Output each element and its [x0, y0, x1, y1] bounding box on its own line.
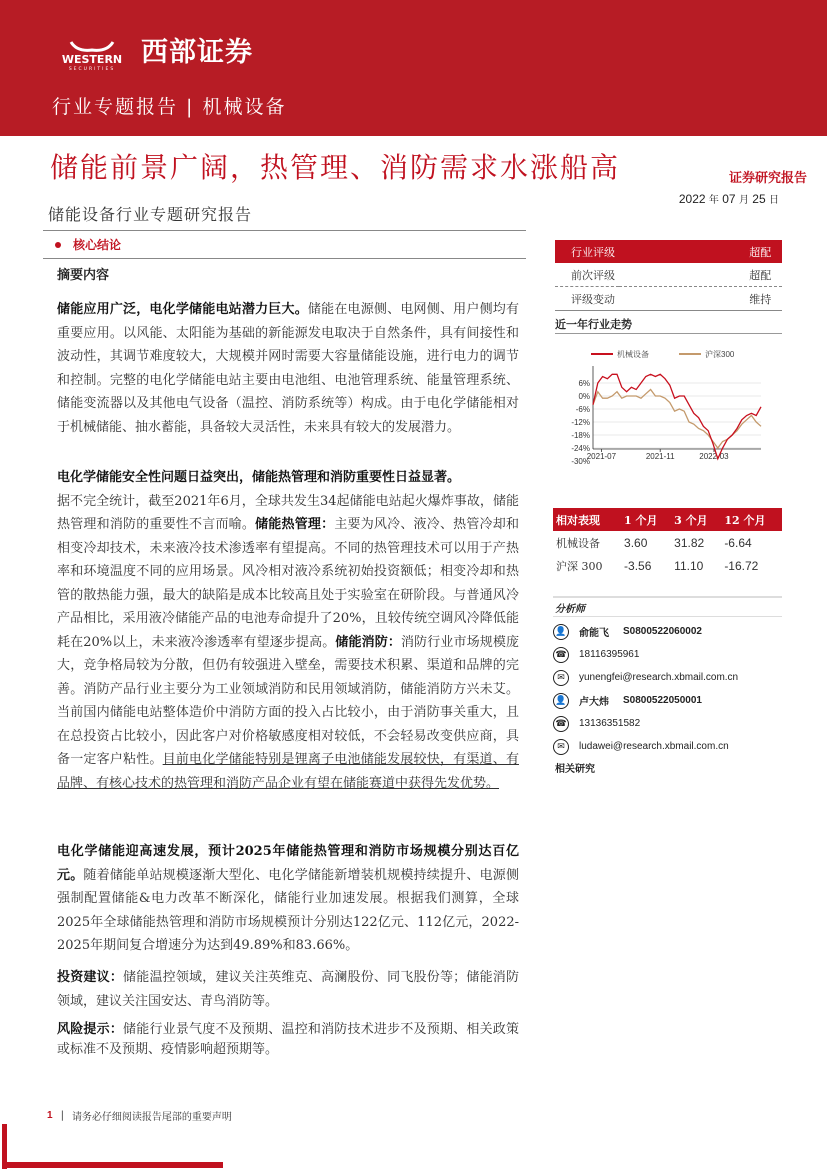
header-band [0, 0, 827, 136]
para-text: 储能温控领域，建议关注英维克、高澜股份、同飞股份等；储能消防领域，建议关注国安达、青鸟消防等。 [57, 970, 519, 1009]
rating-label: 评级变动 [555, 287, 619, 311]
mail-icon: ✉ [553, 670, 569, 686]
page-number: 1 [47, 1110, 53, 1121]
y-tick-label: -12% [571, 418, 590, 427]
report-category: 行业专题报告 | 机械设备 [52, 96, 287, 118]
report-title: 储能前景广阔，热管理、消防需求水涨船高 [50, 151, 621, 184]
analyst-email-row [553, 666, 783, 689]
para-text: 随着储能单站规模逐渐大型化、电化学储能新增装机规模持续提升、电源侧强制配置储能&电力改革不断深化，储能行业加速发展。根据我们测算，全球2025年全球储能热管理和消防市场规模预计分别达122亿元、112亿元，2022-2025年期间复合增速分为达到49.89%和83.66%。 [57, 867, 519, 953]
brand-name: 西部证券 [141, 37, 253, 68]
perf-3m: 31.82 [674, 535, 705, 550]
date-day: 25 [752, 192, 766, 206]
legend-label: 机械设备 [617, 350, 649, 359]
date-month: 07 [722, 192, 736, 206]
date-day-unit: 日 [769, 195, 779, 206]
analyst-cert: S0800522060002 [623, 626, 702, 637]
para-text: 消防行业市场规模庞大，竞争格局较为分散，但仍有较强进入壁垒，需要技术积累、渠道和品牌的完善。消防产品行业主要分为工业领域消防和民用领域消防，储能消防方兴未艾。当前国内储能电站整体造价中消防方面的投入占比较小，由于消防事关重大，且在总投资占比较小，因此客户对价格敏感度相对较低，不会轻易改变供应商，具备一定客户粘性。 [57, 634, 519, 767]
analyst-email[interactable]: ludawei@research.xbmail.com.cn [579, 741, 729, 752]
rating-value: 维持 [619, 287, 782, 311]
x-tick-label: 2021-11 [645, 452, 675, 461]
performance-header-row [553, 508, 782, 531]
perf-12m: -16.72 [724, 558, 759, 573]
company-logo [57, 34, 253, 72]
core-heading-text: 核心结论 [73, 238, 122, 252]
phone-icon: ☎ [553, 716, 569, 732]
divider [43, 258, 526, 259]
analyst-phone-row [553, 712, 783, 735]
perf-3m: 11.10 [674, 558, 704, 573]
analyst-name-row [553, 620, 783, 643]
abstract-label: 摘要内容 [57, 268, 110, 283]
para-text: 储能行业景气度不及预期、温控和消防技术进步不及预期、相关政策或标准不及预期、疫情影响超预期等。 [57, 1022, 519, 1057]
x-tick-label: 2022-03 [699, 452, 729, 461]
mail-icon: ✉ [553, 739, 569, 755]
divider [43, 230, 526, 231]
performance-row [553, 554, 782, 577]
rating-label: 行业评级 [555, 240, 619, 263]
paragraph-investment [57, 966, 519, 1013]
corner-decoration [2, 1162, 223, 1168]
para-heading: 电化学储能迎高速发展，预计2025年储能热管理和消防市场规模分别达百亿元。 [57, 844, 519, 883]
report-subtitle: 储能设备行业专题研究报告 [48, 205, 253, 224]
footer-notice: 请务必仔细阅读报告尾部的重要声明 [71, 1112, 232, 1123]
rating-table [555, 240, 782, 311]
core-conclusion-heading [55, 236, 121, 253]
para-heading: 风险提示： [57, 1022, 124, 1037]
y-tick-label: -6% [575, 405, 590, 414]
perf-1m: 3.60 [624, 535, 648, 550]
date-month-unit: 月 [738, 195, 749, 206]
rating-value: 超配 [619, 240, 782, 263]
para-text: 主要为风冷、液冷、热管冷却和相变冷却技术，未来液冷技术渗透率有望提高。不同的热管理技术可以用于产热率和环境温度不同的应用场景。风冷相对液冷系统初始投资额低；相变冷却和热管的散热能力强，最大的缺陷是成本比较高且处于实验室在研阶段。与普通风冷产品相比，采用液冷储能产品的电池寿命提升了20%，且较传统空调风冷降低能耗在20%以上，未来液冷渗透率有望逐步提高。 [57, 517, 519, 650]
related-research-label: 相关研究 [555, 764, 595, 775]
perf-header: 12 个月 [721, 508, 782, 531]
perf-name: 沪深 300 [556, 559, 603, 573]
page-footer [47, 1108, 232, 1123]
para-text: 储能在电源侧、电网侧、用户侧均有重要应用。以风能、太阳能为基础的新能源发电取决于自然条件，具有间接性和波动性，其调节难度较大，大规模并网时需要大容量储能设施，进行电力的调节和控制。完整的电化学储能电站主要由电池组、电池管理系统、能量管理系统、储能变流器以及其他电气设备（温控、消防系统等）构成。由于电化学储能相对于机械储能、抽水蓄能，具备较大灵活性，未来具有较大的发展潜力。 [57, 302, 519, 435]
date-year-unit: 年 [708, 195, 719, 206]
perf-12m: -6.64 [724, 535, 752, 550]
trend-chart [555, 340, 795, 470]
trend-title: 近一年行业走势 [555, 318, 632, 331]
logo-text-en: WESTERN [61, 53, 123, 66]
paragraph-risk [57, 1020, 519, 1060]
logo-text-sub: SECURITIES [68, 67, 116, 72]
para-heading: 储能应用广泛，电化学储能电站潜力巨大。 [57, 302, 308, 317]
y-tick-label: -24% [571, 444, 590, 453]
bullet-dot-icon [55, 242, 61, 248]
analyst-name: 俞能飞 [579, 628, 609, 639]
perf-name: 机械设备 [556, 536, 600, 550]
divider [553, 596, 782, 598]
rating-row [555, 240, 782, 263]
rating-row [555, 263, 782, 287]
analyst-cert: S0800522050001 [623, 695, 702, 706]
legend-label: 沪深300 [705, 350, 735, 359]
perf-1m: -3.56 [624, 558, 652, 573]
y-tick-label: 6% [578, 379, 590, 388]
analyst-email-row [553, 735, 783, 758]
report-date [679, 191, 779, 206]
analyst-title: 分析师 [555, 604, 585, 615]
analyst-name: 卢大炜 [579, 697, 609, 708]
para-underlined-text: 目前电化学储能特别是锂离子电池储能发展较快，有渠道、有品牌、有核心技术的热管理和消防产品企业有望在储能赛道中获得先发优势。 [57, 752, 519, 791]
y-tick-label: 0% [578, 392, 590, 401]
paragraph-applications [57, 298, 519, 439]
divider [555, 333, 782, 334]
analyst-phone: 18116395961 [579, 649, 640, 660]
analyst-name-row [553, 689, 783, 712]
x-tick-label: 2021-07 [586, 452, 617, 461]
series-line [593, 374, 761, 459]
western-securities-logo-icon [57, 34, 127, 72]
para-heading: 投资建议： [57, 970, 124, 985]
date-year: 2022 [678, 192, 706, 206]
analyst-email[interactable]: yunengfei@research.xbmail.com.cn [579, 672, 739, 683]
y-tick-label: -30% [571, 457, 590, 466]
perf-header: 3 个月 [671, 508, 721, 531]
performance-row [553, 531, 782, 554]
perf-header: 1 个月 [621, 508, 671, 531]
paragraph-safety [57, 466, 519, 795]
rating-row [555, 287, 782, 311]
y-tick-label: -18% [571, 431, 590, 440]
paragraph-growth [57, 840, 519, 958]
analyst-phone: 13136351582 [579, 718, 641, 729]
perf-header: 相对表现 [553, 508, 621, 531]
para-heading: 电化学储能安全性问题日益突出，储能热管理和消防重要性日益显著。 [57, 470, 461, 485]
divider [553, 616, 782, 617]
rating-value: 超配 [619, 263, 782, 287]
person-icon: 👤 [553, 624, 569, 640]
para-subheading-thermal: 储能热管理： [255, 517, 335, 532]
rating-label: 前次评级 [555, 263, 619, 287]
report-type: 证券研究报告 [728, 171, 807, 186]
footer-separator: | [60, 1110, 64, 1121]
person-icon: 👤 [553, 693, 569, 709]
para-text: 据不完全统计，截至2021年6月，全球共发生34起储能电站起火爆炸事故，储能热管理和消防的重要性不言而喻。 [57, 493, 519, 532]
para-subheading-fire: 储能消防： [335, 634, 401, 650]
analyst-contact-list [553, 620, 783, 758]
performance-table [553, 508, 782, 577]
series-line [593, 390, 761, 449]
phone-icon: ☎ [553, 647, 569, 663]
trend-chart-svg [555, 340, 795, 470]
analyst-phone-row [553, 643, 783, 666]
